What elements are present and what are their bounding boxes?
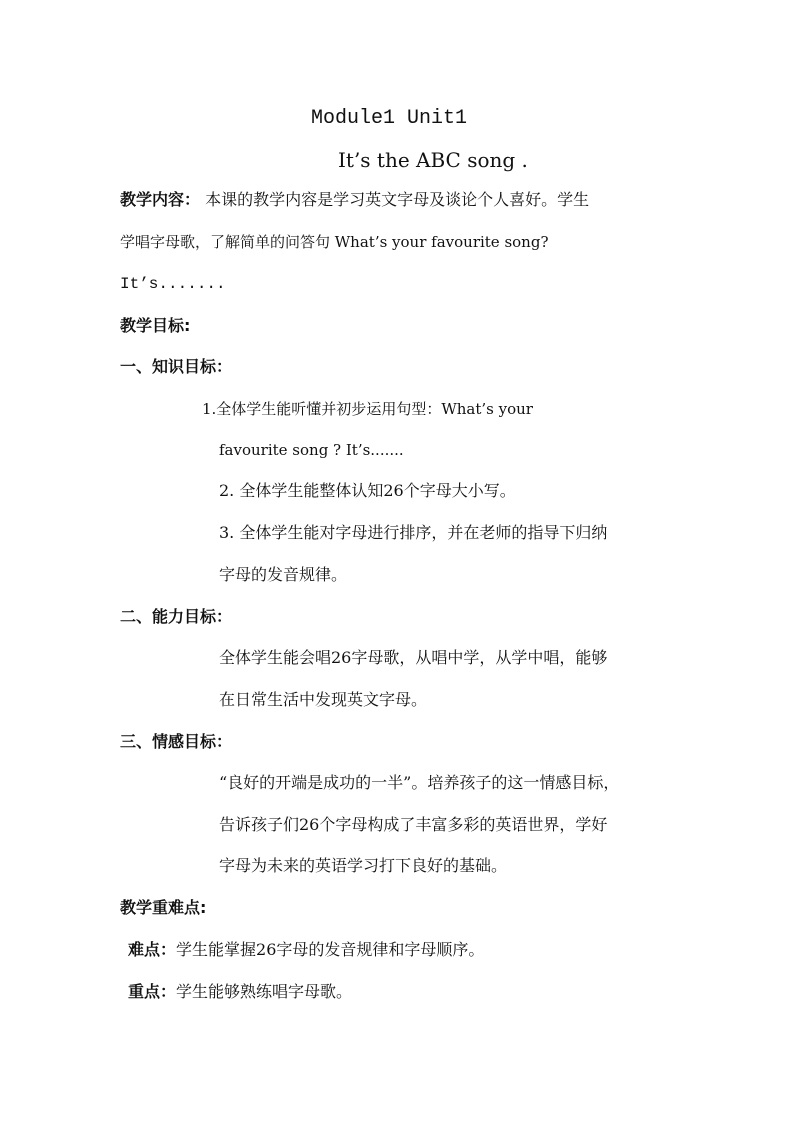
objectives-heading: 教学目标: — [120, 316, 191, 335]
key-label: 重点： — [128, 982, 177, 1001]
ability-heading: 二、能力目标： — [120, 607, 233, 626]
knowledge-item-1-line-1: 1.全体学生能听懂并初步运用句型：What’s your — [202, 400, 533, 418]
key-points-heading: 教学重难点: — [120, 898, 207, 917]
difficult-text: 学生能掌握26字母的发音规律和字母顺序。 — [176, 940, 485, 959]
key-text: 学生能够熟练唱字母歌。 — [176, 982, 353, 1001]
knowledge-heading: 一、知识目标： — [120, 357, 233, 376]
key-point — [128, 982, 352, 1002]
title-module-unit: Module1 Unit1 — [311, 107, 468, 130]
emotion-line-3: 字母为未来的英语学习打下良好的基础。 — [219, 856, 508, 875]
content-text: 本课的教学内容是学习英文字母及谈论个人喜好。学生 — [200, 190, 590, 209]
difficult-label: 难点： — [128, 940, 177, 959]
emotion-line-2: 告诉孩子们26个字母构成了丰富多彩的英语世界，学好 — [219, 815, 608, 834]
ability-line-1: 全体学生能会唱26字母歌，从唱中学，从学中唱，能够 — [219, 648, 608, 667]
knowledge-item-1-line-2: favourite song ? It’s....... — [219, 441, 404, 459]
ability-line-2: 在日常生活中发现英文字母。 — [219, 690, 428, 709]
title-lesson: It’s the ABC song . — [338, 148, 528, 172]
knowledge-item-3-line-2: 字母的发音规律。 — [219, 565, 348, 584]
knowledge-item-2: 2. 全体学生能整体认知26个字母大小写。 — [219, 481, 516, 500]
knowledge-item-3-line-1: 3. 全体学生能对字母进行排序，并在老师的指导下归纳 — [219, 523, 608, 542]
content-label: 教学内容： — [120, 190, 201, 209]
content-line-3: It’s....... — [120, 275, 226, 293]
emotion-heading: 三、情感目标： — [120, 732, 233, 751]
difficult-point — [128, 940, 484, 960]
emotion-line-1: “良好的开端是成功的一半”。培养孩子的这一情感目标， — [219, 773, 620, 792]
content-line-2: 学唱字母歌，了解简单的问答句 What’s your favourite song? — [120, 233, 549, 251]
content-line-1 — [120, 190, 589, 210]
